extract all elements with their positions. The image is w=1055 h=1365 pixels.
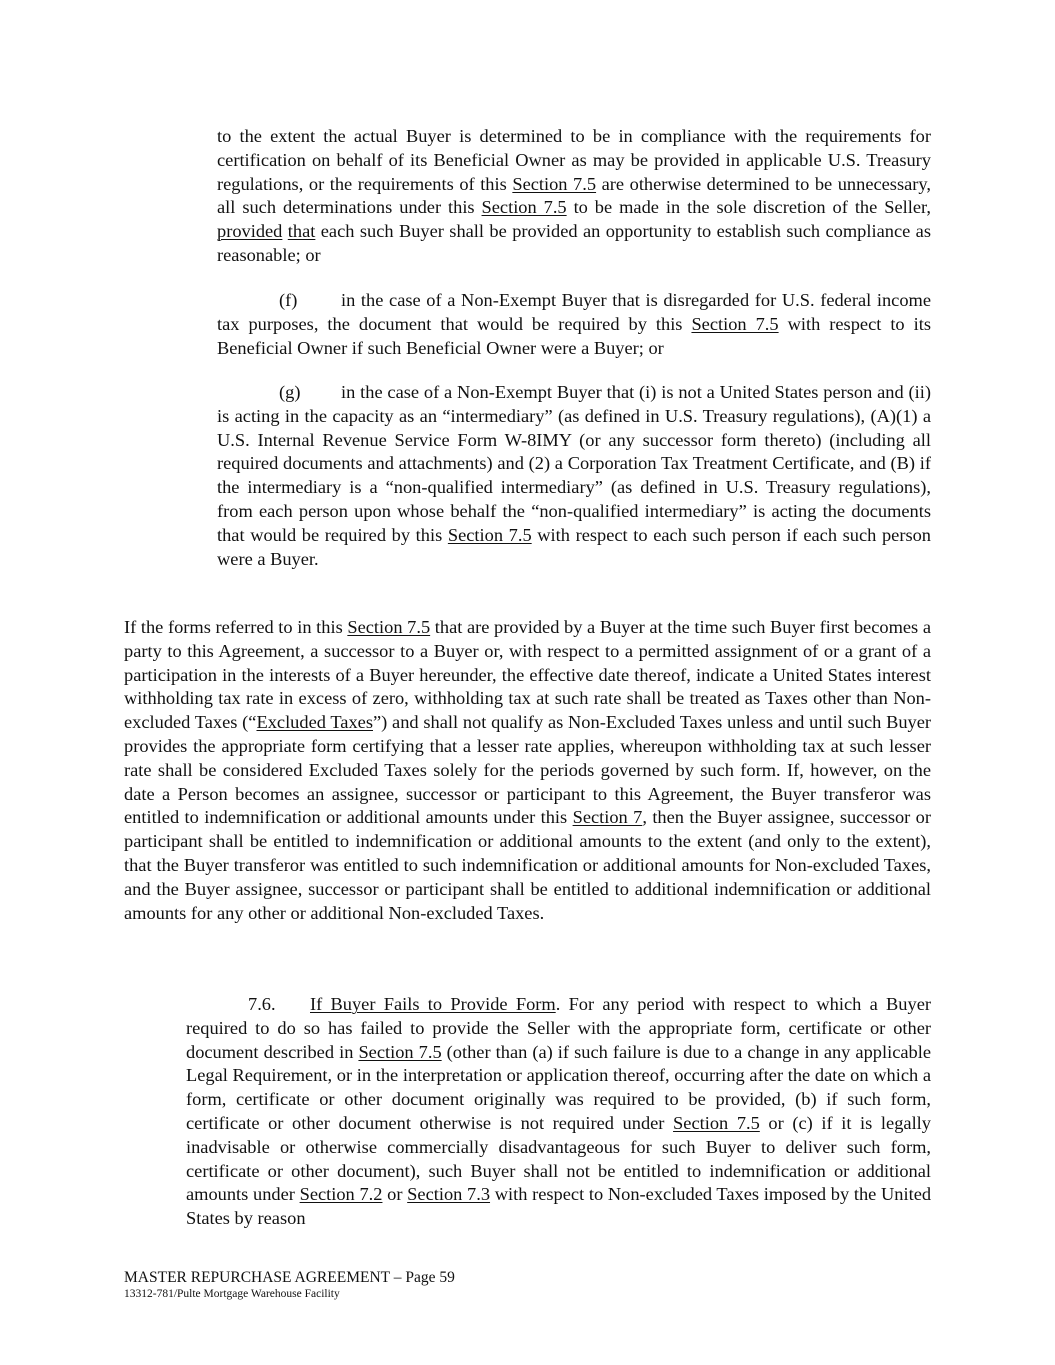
footer-document-reference: 13312-781/Pulte Mortgage Warehouse Facility [124, 1288, 340, 1300]
paragraph-e-continuation [217, 125, 931, 268]
text-run: ”) and shall not qualify as Non-Excluded Taxes unless and until such Buyer provides the appropriate form certifying that a lesser rate applies, whereupon withholding tax at such lesser rate shall be considered Excluded Taxes solely for the periods governed by such form. If, however, on the date a Person becomes an assignee, successor or participant to this Agreement, the Buyer transferor was entitled to indemnification or additional amounts under this [124, 712, 932, 828]
section-number: 7.6. [248, 994, 276, 1014]
that-term: that [287, 221, 316, 242]
section-reference: Section 7.5 [447, 524, 532, 545]
text-run: in the case of a Non-Exempt Buyer that is disregarded for U.S. federal income tax purposes, the document that would be required by this [217, 290, 931, 334]
section-reference: Section 7.3 [407, 1184, 491, 1205]
paragraph-f [217, 289, 931, 360]
clause-label: (f) [279, 290, 298, 310]
section-reference: Section 7.5 [512, 173, 597, 194]
text-run: to the extent the actual Buyer is determined to be in compliance with the requirements for certification on behalf of its Beneficial Owner as may be provided in applicable U.S. Treasury regulations, or the requirements of this [217, 126, 931, 194]
clause-label: (g) [279, 382, 301, 402]
page-footer [124, 1268, 724, 1301]
text-run: or (c) if it is legally inadvisable or otherwise commercially disadvantageous for such Buyer to deliver such form, certificate or other document), such Buyer shall not be entitled to indemnification or additional amounts under [186, 1112, 931, 1205]
paragraph-forms-withholding [124, 616, 931, 925]
text-run: are otherwise determined to be unnecessary, all such determinations under this [217, 173, 932, 218]
text-run: with respect to its Beneficial Owner if such Beneficial Owner were a Buyer; or [217, 313, 931, 358]
section-reference: Section 7.5 [358, 1041, 442, 1062]
defined-term: Excluded Taxes [256, 712, 373, 733]
text-run: to be made in the sole discretion of the Seller, [566, 197, 931, 218]
section-reference: Section 7 [572, 807, 643, 828]
section-reference: Section 7.5 [347, 617, 431, 637]
provided-term: provided [217, 221, 283, 242]
text-run: , then the Buyer assignee, successor or participant shall be entitled to indemnification or additional amounts to the extent (and only to the extent), that the Buyer transferor was entitled to such indemnification or additional amounts for Non-excluded Taxes, and the Buyer assignee, successor or participant shall be entitled to additional indemnification or additional amounts for any other or additional Non-excluded Taxes. [124, 807, 932, 923]
text-run: with respect to Non-excluded Taxes imposed by the United States by reason [186, 1184, 932, 1229]
text-run: . For any period with respect to which a Buyer required to do so has failed to provide the Seller with the appropriate form, certificate or other document described in [186, 994, 931, 1062]
section-reference: Section 7.5 [691, 313, 779, 334]
section-heading: If Buyer Fails to Provide Form [310, 994, 556, 1014]
text-run: with respect to each such person if each such person were a Buyer. [217, 524, 932, 569]
footer-title: MASTER REPURCHASE AGREEMENT – Page 59 [124, 1269, 455, 1286]
text-run: (other than (a) if such failure is due to a change in any applicable Legal Requirement, or in the interpretation or application thereof, occurring after the date on which a form, certificate or other document originally was required to be provided, (b) if such form, certificate or other document otherwise is not required under [186, 1041, 931, 1133]
text-run: that are provided by a Buyer at the time such Buyer first becomes a party to this Agreement, a successor to a Buyer or, with respect to a permitted assignment of or a grant of a participation in the interests of a Buyer hereunder, the effective date thereof, indicate a United States interest withholding tax rate in excess of zero, withholding tax at such rate shall be treated as Taxes other than Non-excluded Taxes (“ [124, 617, 931, 733]
text-run: in the case of a Non-Exempt Buyer that (i) is not a United States person and (ii) is acting in the capacity as an “intermediary” (as defined in U.S. Treasury regulations), (A)(1) a U.S. Internal Revenue Service Form W-8IMY (or any successor form thereto) (including all required documents and attachments) and (2) a Corporation Tax Treatment Certificate, and (B) if the intermediary is a “non-qualified intermediary” (as defined in U.S. Treasury regulations), from each person upon whose behalf the “non-qualified intermediary” is acting the documents that would be required by this [217, 382, 931, 545]
section-reference: Section 7.5 [481, 197, 567, 218]
text-run: If the forms referred to in this [124, 617, 348, 637]
section-reference: Section 7.5 [673, 1112, 760, 1133]
paragraph-g [217, 381, 931, 571]
text-run: each such Buyer shall be provided an opportunity to establish such compliance as reasonable; or [217, 221, 931, 265]
section-7-6 [186, 993, 931, 1231]
section-reference: Section 7.2 [299, 1184, 383, 1205]
text-run: or [382, 1184, 408, 1205]
